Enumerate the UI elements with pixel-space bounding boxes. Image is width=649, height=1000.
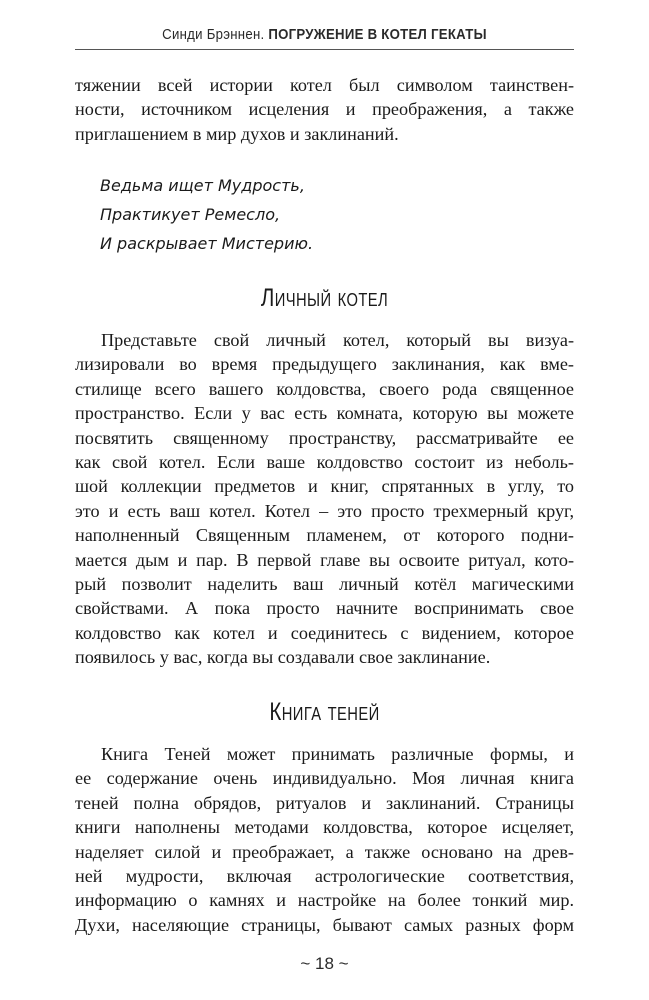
verse-line: Ведьма ищет Мудрость,	[100, 176, 305, 195]
section-heading-personal-cauldron: Личный котел	[260, 284, 389, 312]
text-line: Представьте свой личный котел, который вы визуа-	[101, 330, 574, 350]
running-head	[105, 26, 544, 43]
text-line: колдовство как котел и соединитесь с видением, которое	[75, 622, 574, 643]
running-head-author: Синди Брэннен.	[162, 26, 265, 43]
text-line: приглашением в мир духов и заклинаний.	[75, 123, 399, 144]
verse-line: И раскрывает Мистерию.	[100, 234, 314, 253]
text-line: мается дым и пар. В первой главе вы освоите ритуал, кото-	[75, 549, 574, 570]
text-line: Духи, населяющие страницы, бывают самых разных форм	[75, 914, 574, 935]
text-line: пространство. Если у вас есть комната, которую вы можете	[75, 403, 574, 424]
text-line: ее содержание очень индивидуально. Моя личная книга	[75, 768, 574, 789]
text-line: шой коллекции предметов и книг, спрятанных в углу, то	[75, 476, 574, 497]
paragraph-book-of-shadows	[75, 742, 574, 937]
text-line: как свой котел. Если ваше колдовство состоит из неболь-	[75, 452, 574, 473]
text-line: наделяет силой и преображает, а также основано на древ-	[75, 841, 574, 862]
page-number: ~ 18 ~	[300, 954, 349, 973]
header-rule	[75, 49, 574, 50]
text-line: Книга Теней может принимать различные формы, и	[101, 744, 574, 764]
text-line: наполненный Священным пламенем, от которого подни-	[75, 525, 574, 546]
text-line: рый позволит наделить ваш личный котёл магическими	[75, 574, 574, 595]
paragraph-continuation	[75, 73, 574, 146]
text-line: свойствами. А пока просто начните воспринимать свое	[75, 598, 574, 619]
text-line: ней мудрости, включая астрологические соответствия,	[75, 866, 574, 887]
text-line: тяжении всей истории котел был символом таинствен-	[75, 75, 574, 95]
verse-quote	[100, 171, 313, 258]
text-line: стилище всего вашего колдовства, своего рода священное	[75, 378, 574, 399]
running-head-title: ПОГРУЖЕНИЕ В КОТЕЛ ГЕКАТЫ	[268, 26, 487, 43]
text-line: теней полна обрядов, ритуалов и заклинаний. Страницы	[75, 792, 574, 813]
text-line: книги наполнены методами колдовства, которое исцеляет,	[75, 817, 574, 838]
section-heading-book-of-shadows: Книга теней	[269, 698, 380, 726]
text-line: это и есть ваш котел. Котел – это просто трехмерный круг,	[75, 500, 574, 521]
paragraph-personal-cauldron	[75, 328, 574, 670]
text-line: информацию о камнях и настройке на более тонкий мир.	[75, 890, 574, 911]
text-line: появилось у вас, когда вы создавали свое заклинание.	[75, 647, 491, 668]
text-line: посвятить священному пространству, рассматривайте ее	[75, 427, 574, 448]
text-line: лизировали во время предыдущего заклинания, как вме-	[75, 354, 574, 375]
text-line: ности, источником исцеления и преображения, а также	[75, 99, 574, 120]
verse-line: Практикует Ремесло,	[100, 205, 281, 224]
